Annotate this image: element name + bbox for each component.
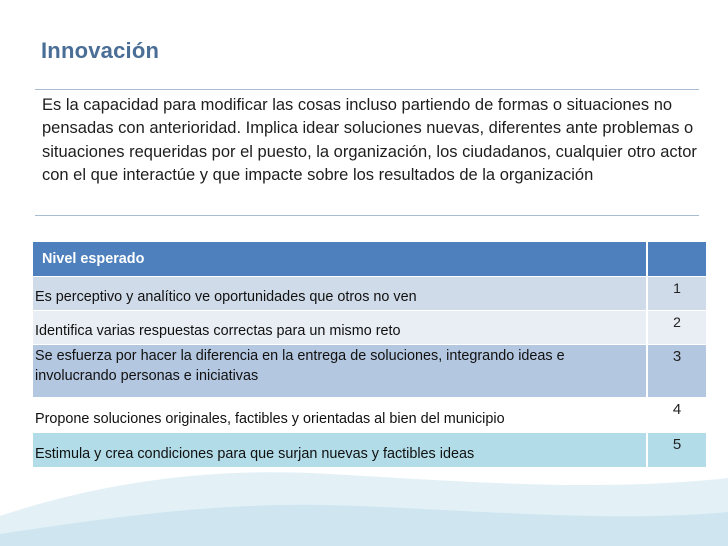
row-level: 2: [673, 314, 681, 330]
row-level: 4: [672, 401, 682, 418]
definition-box: [35, 89, 699, 216]
table-row: [33, 398, 706, 433]
table-cell-text: [33, 277, 648, 310]
table-row: [33, 311, 706, 345]
row-text: Estimula y crea condiciones para que surjan nuevas y factibles ideas: [35, 446, 475, 462]
row-level: 3: [672, 348, 682, 365]
row-text: Identifica varias respuestas correctas para un mismo reto: [35, 323, 401, 339]
table-header-row: [33, 242, 706, 277]
level-table: [33, 242, 706, 468]
table-header-value: [648, 242, 706, 276]
table-cell-text: [33, 398, 648, 432]
row-level: 1: [673, 280, 681, 296]
row-text: Propone soluciones originales, factibles y orientadas al bien del municipio: [35, 411, 505, 427]
row-text: Se esfuerza por hacer la diferencia en la entrega de soluciones, integrando ideas e involucrando personas e iniciativas: [35, 348, 565, 384]
table-cell-text: [33, 345, 648, 397]
page-title: Innovación: [41, 38, 160, 63]
table-row: [33, 345, 706, 398]
definition-text: Es la capacidad para modificar las cosas incluso partiendo de formas o situaciones no pensadas con anterioridad. Implica idear soluciones nuevas, diferentes ante problemas o situaciones requeridas por el puesto, la organización, los ciudadanos, cualquier otro actor con el que interactúe y que impacte sobre los resultados de la organización: [42, 96, 697, 184]
row-level: 5: [672, 436, 682, 453]
row-text: Es perceptivo y analítico ve oportunidades que otros no ven: [35, 289, 417, 305]
table-cell-text: [33, 311, 648, 344]
decorative-wave: [0, 456, 728, 546]
table-header-label: Nivel esperado: [33, 242, 648, 276]
table-row: [33, 277, 706, 311]
